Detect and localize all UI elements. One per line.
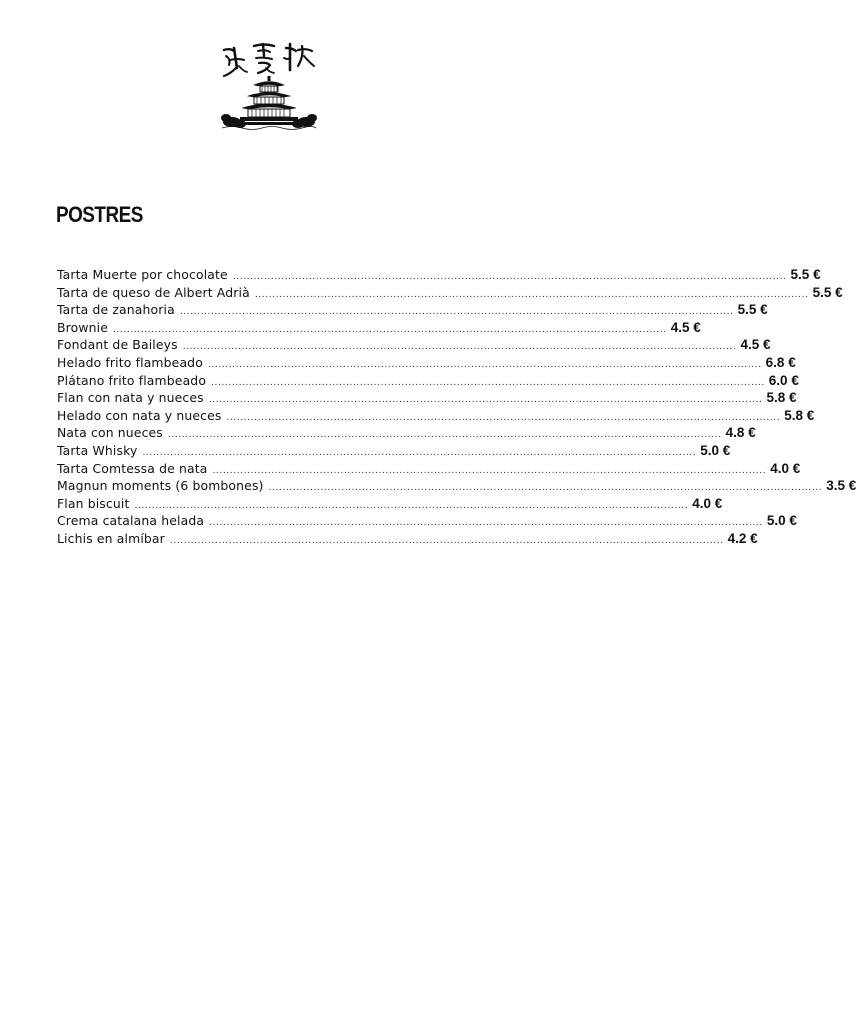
menu-item <box>57 372 799 390</box>
menu-item-name: Nata con nueces <box>57 425 163 441</box>
menu-item-name: Magnun moments (6 bombones) <box>57 478 264 494</box>
menu-item-price: 4.2 € <box>727 530 758 546</box>
dot-leader: ................................................................................................................................................................ <box>212 465 767 476</box>
dot-leader: ................................................................................................................................................................ <box>142 447 697 458</box>
dot-leader: ................................................................................................................................................................ <box>134 500 689 511</box>
dot-leader: ................................................................................................................................................................ <box>209 518 763 529</box>
menu-item-name: Brownie <box>57 319 109 335</box>
menu-item-name: Tarta Muerte por chocolate <box>57 267 228 282</box>
dot-leader: ................................................................................................................................................................ <box>182 342 737 353</box>
menu-item-name: Tarta Comtessa de nata <box>57 460 208 476</box>
menu-item-name: Fondant de Baileys <box>57 337 178 353</box>
menu-item <box>57 530 758 548</box>
dot-leader: ................................................................................................................................................................ <box>167 430 722 441</box>
dot-leader: ................................................................................................................................................................ <box>226 412 781 423</box>
menu-item <box>57 301 768 319</box>
pagoda-calligraphy-logo-icon <box>214 38 324 132</box>
dot-leader: ................................................................................................................................................................ <box>208 395 763 406</box>
dot-leader: ................................................................................................................................................................ <box>254 289 809 300</box>
dessert-menu-list <box>57 266 856 548</box>
menu-item-name: Crema catalana helada <box>57 513 205 529</box>
menu-item <box>57 389 797 407</box>
menu-item-name: Lichis en almíbar <box>57 530 165 546</box>
menu-item-name: Tarta de zanahoria <box>57 302 175 318</box>
dot-leader: ................................................................................................................................................................ <box>207 359 762 370</box>
menu-item-price: 4.0 € <box>692 495 723 511</box>
dot-leader: ................................................................................................................................................................ <box>169 535 724 546</box>
menu-item-price: 4.0 € <box>770 460 801 476</box>
menu-item <box>57 284 843 302</box>
dot-leader: ................................................................................................................................................................ <box>113 324 667 335</box>
menu-item <box>57 424 756 442</box>
menu-item-price: 4.5 € <box>740 337 771 353</box>
menu-item <box>57 336 771 354</box>
dot-leader: ................................................................................................................................................................ <box>211 377 765 388</box>
dot-leader: ................................................................................................................................................................ <box>179 307 734 318</box>
dot-leader: ................................................................................................................................................................ <box>232 272 787 282</box>
menu-item <box>57 512 797 530</box>
menu-item-name: Helado frito flambeado <box>57 354 203 370</box>
menu-item-price: 5.5 € <box>812 284 843 300</box>
menu-item-name: Flan con nata y nueces <box>57 390 204 406</box>
menu-item-name: Helado con nata y nueces <box>57 407 222 423</box>
menu-item-price: 3.5 € <box>826 478 856 494</box>
menu-item <box>57 495 723 513</box>
menu-item-price: 6.0 € <box>768 372 799 388</box>
menu-item-name: Tarta Whisky <box>57 442 138 458</box>
menu-item-price: 6.8 € <box>765 354 796 370</box>
menu-item-price: 5.0 € <box>700 442 731 458</box>
menu-item-name: Tarta de queso de Albert Adrià <box>57 284 250 300</box>
dot-leader: ................................................................................................................................................................ <box>268 483 823 494</box>
menu-item-price: 4.8 € <box>725 425 756 441</box>
menu-item-name: Plátano frito flambeado <box>57 372 207 388</box>
menu-item-price: 5.8 € <box>784 407 815 423</box>
menu-item <box>57 407 815 425</box>
menu-item <box>57 319 701 337</box>
menu-item-price: 5.5 € <box>737 302 768 318</box>
menu-item-price: 4.5 € <box>670 319 701 335</box>
menu-item <box>57 442 731 460</box>
menu-item <box>57 354 796 372</box>
menu-item-name: Flan biscuit <box>57 495 130 511</box>
menu-item <box>57 460 801 478</box>
section-title: POSTRES <box>56 202 143 227</box>
menu-item-price: 5.0 € <box>766 513 797 529</box>
menu-item-price: 5.8 € <box>766 390 797 406</box>
menu-item-price: 5.5 € <box>790 267 821 282</box>
menu-item <box>57 266 821 284</box>
